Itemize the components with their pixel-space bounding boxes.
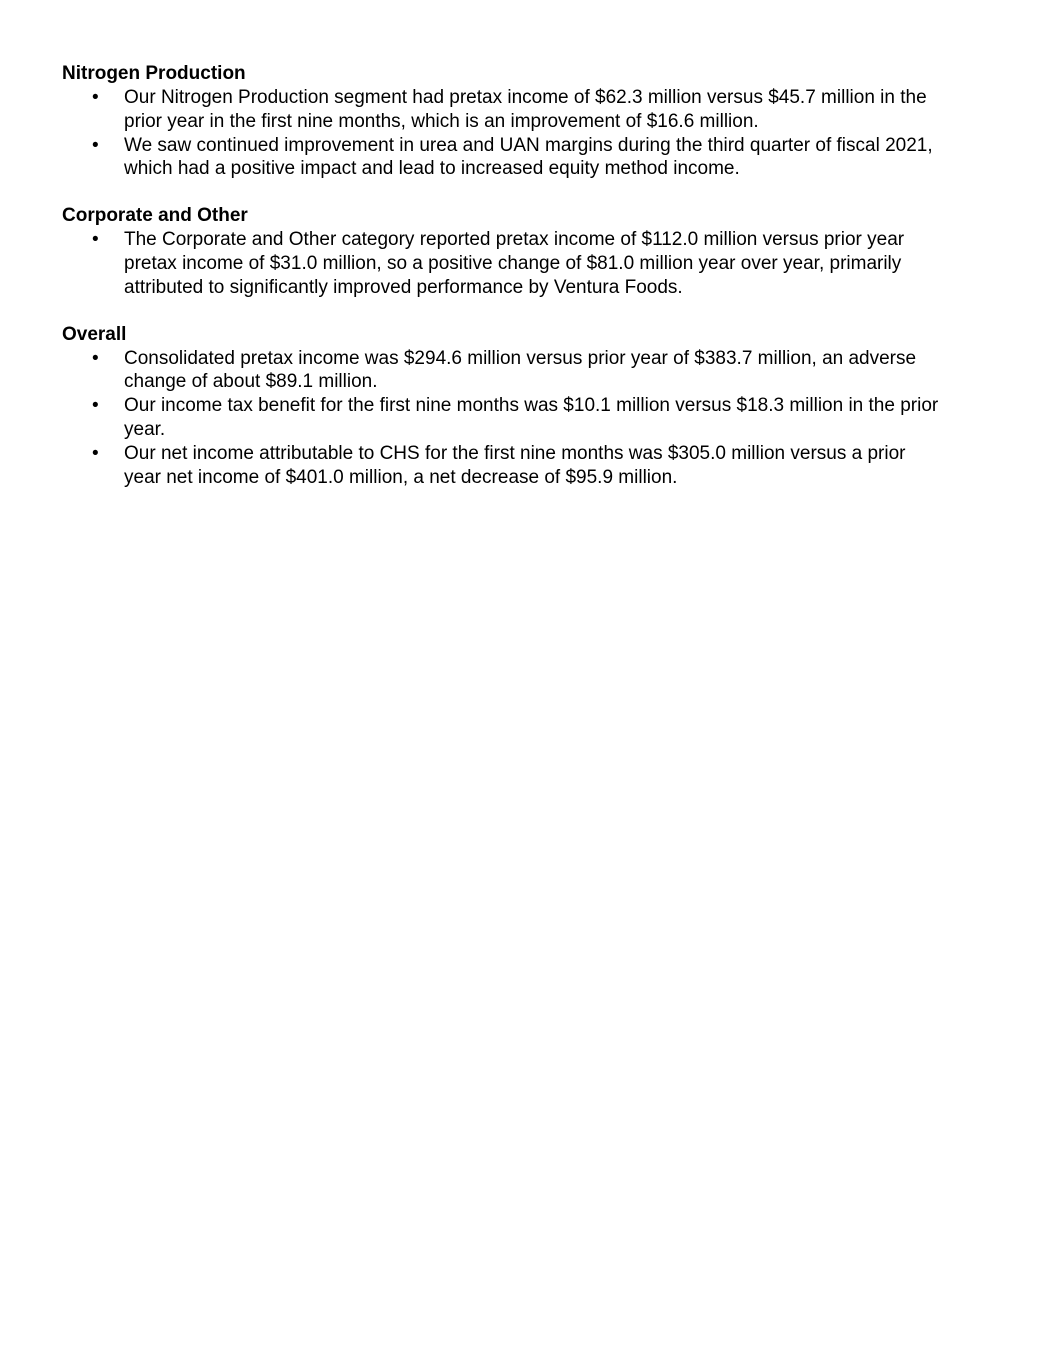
list-item-text: Our net income attributable to CHS for the first nine months was $305.0 million versus a prior year net income of $401.0 million, a net decrease of $95.9 million. bbox=[124, 442, 906, 488]
section-overall bbox=[62, 323, 942, 490]
list-item bbox=[62, 134, 942, 182]
list-item-text: Our Nitrogen Production segment had pretax income of $62.3 million versus $45.7 million in the prior year in the first nine months, which is an improvement of $16.6 million. bbox=[124, 87, 927, 132]
bullet-icon: • bbox=[92, 395, 99, 417]
list-item bbox=[62, 394, 942, 442]
bullet-icon: • bbox=[92, 134, 99, 156]
section-corporate-and-other bbox=[62, 204, 942, 299]
bullet-icon: • bbox=[92, 442, 99, 464]
bullet-list bbox=[62, 347, 942, 490]
list-item-text: Consolidated pretax income was $294.6 million versus prior year of $383.7 million, an adverse change of about $89.1 million. bbox=[124, 347, 917, 393]
bullet-icon: • bbox=[92, 229, 99, 251]
list-item bbox=[62, 442, 942, 490]
bullet-icon: • bbox=[92, 87, 99, 108]
list-item bbox=[62, 86, 942, 134]
section-heading: Corporate and Other bbox=[62, 205, 248, 227]
section-heading: Nitrogen Production bbox=[62, 63, 246, 84]
list-item-text: The Corporate and Other category reported pretax income of $112.0 million versus prior year pretax income of $31.0 million, so a positive change of $81.0 million year over year, primarily attributed to significantly improved performance by Ventura Foods. bbox=[124, 229, 905, 298]
list-item-text: We saw continued improvement in urea and UAN margins during the third quarter of fiscal 2021, which had a positive impact and lead to increased equity method income. bbox=[124, 134, 933, 180]
list-item bbox=[62, 228, 942, 299]
bullet-icon: • bbox=[92, 347, 99, 369]
section-heading: Overall bbox=[62, 323, 127, 345]
document-page bbox=[62, 62, 942, 512]
section-nitrogen-production bbox=[62, 62, 942, 181]
list-item-text: Our income tax benefit for the first nine months was $10.1 million versus $18.3 million in the prior year. bbox=[124, 395, 939, 440]
bullet-list bbox=[62, 228, 942, 299]
bullet-list bbox=[62, 86, 942, 181]
list-item bbox=[62, 347, 942, 395]
